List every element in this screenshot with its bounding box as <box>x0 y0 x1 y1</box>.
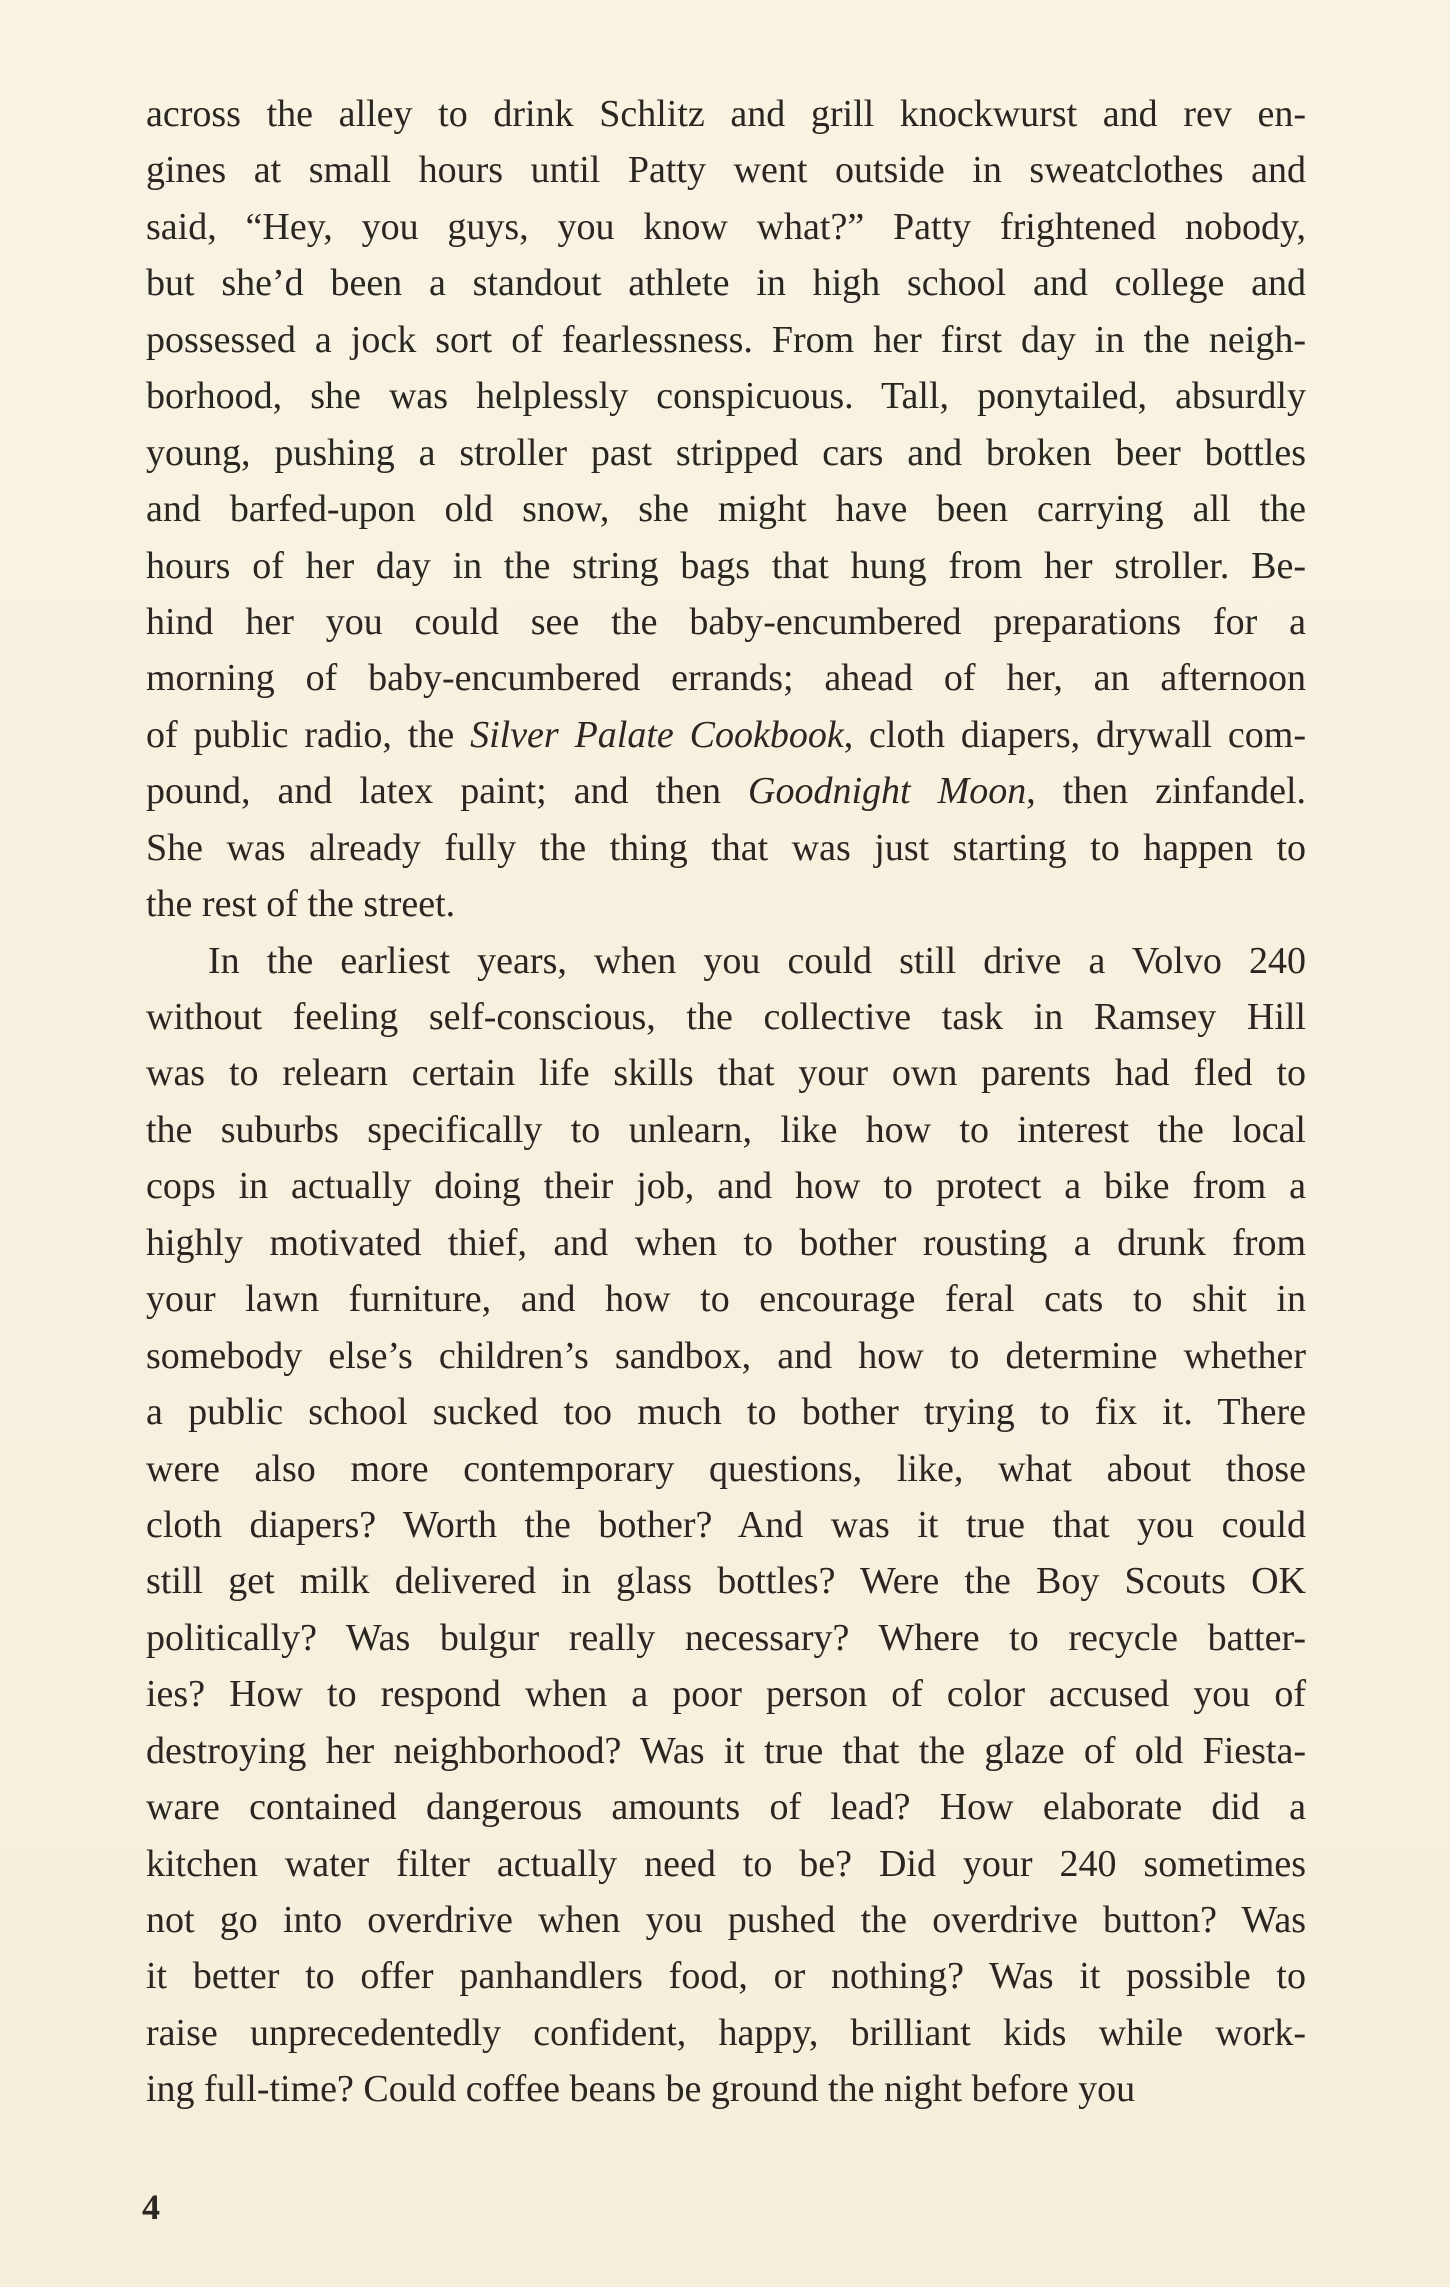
text-line <box>146 876 1306 932</box>
text-run: pound, and latex paint; and then <box>146 770 749 813</box>
text-run: ies? How to respond when a poor person of color accused you of <box>146 1673 1306 1716</box>
text-run: a public school sucked too much to bother trying to fix it. There <box>146 1391 1306 1434</box>
paragraph <box>146 86 1306 933</box>
text-run: it better to offer panhandlers food, or nothing? Was it possible to <box>146 1955 1306 1998</box>
text-line <box>146 1271 1306 1327</box>
text-run: of public radio, the <box>146 713 471 756</box>
text-run: kitchen water filter actually need to be? Did your 240 sometimes <box>146 1842 1306 1885</box>
text-run: young, pushing a stroller past stripped cars and broken beer bottles <box>146 431 1306 474</box>
text-run: was to relearn certain life skills that your own parents had fled to <box>146 1052 1306 1095</box>
text-run: , cloth diapers, drywall com- <box>843 713 1306 756</box>
text-line <box>146 199 1306 255</box>
text-run: and barfed-upon old snow, she might have been carrying all the <box>146 488 1306 531</box>
text-line <box>146 1892 1306 1948</box>
text-run: morning of baby-encumbered errands; ahead of her, an afternoon <box>146 657 1306 700</box>
text-line <box>146 1836 1306 1892</box>
text-line <box>146 707 1306 763</box>
text-line <box>146 142 1306 198</box>
text-line <box>146 481 1306 537</box>
text-run: your lawn furniture, and how to encourage feral cats to shit in <box>146 1278 1306 1321</box>
text-line <box>146 820 1306 876</box>
text-line <box>146 1666 1306 1722</box>
text-run: hours of her day in the string bags that hung from her stroller. Be- <box>146 544 1306 587</box>
text-line <box>146 1158 1306 1214</box>
text-line <box>146 2061 1306 2117</box>
text-line <box>146 594 1306 650</box>
text-line <box>146 1723 1306 1779</box>
text-line <box>146 1215 1306 1271</box>
text-line <box>146 538 1306 594</box>
text-run: She was already fully the thing that was just starting to happen to <box>146 826 1306 869</box>
text-run: the suburbs specifically to unlearn, like how to interest the local <box>146 1108 1306 1151</box>
text-line <box>146 1102 1306 1158</box>
text-run: highly motivated thief, and when to bother rousting a drunk from <box>146 1221 1306 1264</box>
text-run: said, “Hey, you guys, you know what?” Patty frightened nobody, <box>146 205 1306 248</box>
text-line <box>146 1045 1306 1101</box>
text-line <box>146 1553 1306 1609</box>
text-run: borhood, she was helplessly conspicuous. Tall, ponytailed, absurdly <box>146 375 1306 418</box>
text-run: ing full-time? Could coffee beans be ground the night before you <box>146 2068 1136 2111</box>
text-run: not go into overdrive when you pushed the overdrive button? Was <box>146 1899 1306 1941</box>
text-line <box>146 1497 1306 1553</box>
text-run: gines at small hours until Patty went outside in sweatclothes and <box>146 149 1306 192</box>
text-line <box>146 1610 1306 1666</box>
text-line <box>146 255 1306 311</box>
text-run: ware contained dangerous amounts of lead? How elaborate did a <box>146 1786 1306 1829</box>
book-title: Silver Palate Cookbook <box>470 713 844 756</box>
text-run: were also more contemporary questions, like, what about those <box>146 1447 1306 1490</box>
text-run: cops in actually doing their job, and how to protect a bike from a <box>146 1165 1306 1208</box>
text-run: hind her you could see the baby-encumbered preparations for a <box>146 600 1306 643</box>
text-run: politically? Was bulgur really necessary? Where to recycle batter- <box>146 1616 1306 1659</box>
text-line <box>146 1441 1306 1497</box>
text-run: In the earliest years, when you could still drive a Volvo 240 <box>208 939 1306 982</box>
text-run: but she’d been a standout athlete in high school and college and <box>146 262 1306 305</box>
body-text <box>146 86 1306 2118</box>
text-line <box>146 650 1306 706</box>
text-run: destroying her neighborhood? Was it true that the glaze of old Fiesta- <box>146 1729 1306 1772</box>
text-line <box>146 933 1306 989</box>
text-line <box>146 1328 1306 1384</box>
text-line <box>146 368 1306 424</box>
text-line <box>146 1948 1306 2004</box>
text-line <box>146 989 1306 1045</box>
text-line <box>146 2005 1306 2061</box>
text-line <box>146 312 1306 368</box>
page-number: 4 <box>142 2187 160 2227</box>
text-line <box>146 425 1306 481</box>
text-line <box>146 1384 1306 1440</box>
paragraph <box>146 933 1306 2118</box>
text-run: raise unprecedentedly confident, happy, brilliant kids while work- <box>146 2011 1306 2054</box>
text-run: without feeling self-conscious, the collective task in Ramsey Hill <box>146 996 1306 1038</box>
text-run: possessed a jock sort of fearlessness. From her first day in the neigh- <box>146 318 1306 361</box>
text-run: the rest of the street. <box>146 883 456 926</box>
text-line <box>146 1779 1306 1835</box>
text-line <box>146 763 1306 819</box>
book-title: Goodnight Moon <box>748 770 1027 813</box>
text-run: , then zinfandel. <box>1026 770 1307 813</box>
text-run: cloth diapers? Worth the bother? And was it true that you could <box>146 1503 1306 1546</box>
text-run: somebody else’s children’s sandbox, and how to determine whether <box>146 1334 1306 1377</box>
text-run: still get milk delivered in glass bottles? Were the Boy Scouts OK <box>146 1560 1306 1603</box>
text-run: across the alley to drink Schlitz and grill knockwurst and rev en- <box>146 93 1306 135</box>
text-line <box>146 86 1306 142</box>
